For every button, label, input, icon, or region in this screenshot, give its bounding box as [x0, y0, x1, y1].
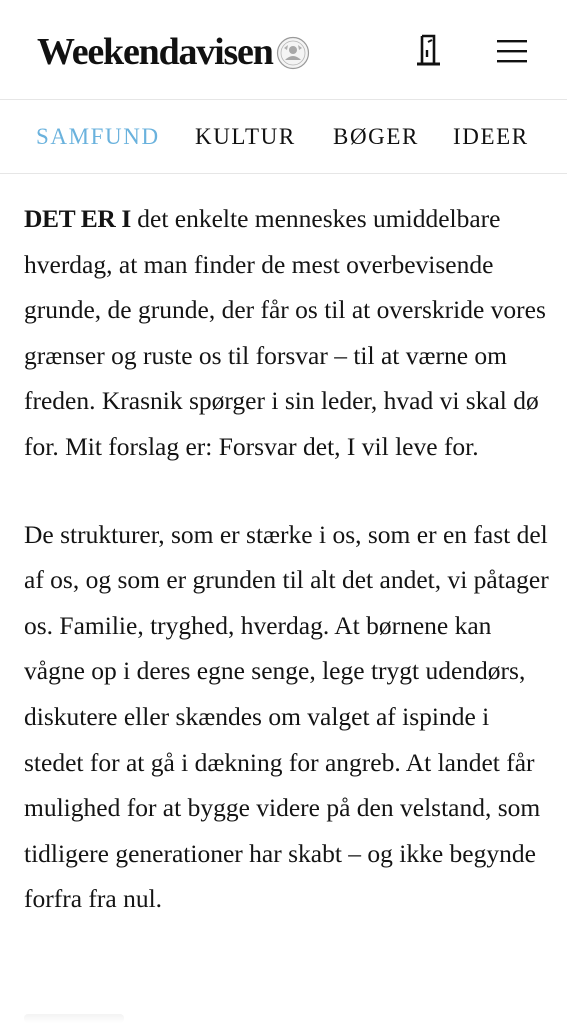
- site-header: [0, 0, 567, 100]
- e-paper-icon: [414, 33, 442, 69]
- logo-wordmark: Weekendavisen: [37, 31, 273, 73]
- article-body: [24, 196, 549, 922]
- article-paragraph: [24, 512, 549, 922]
- tab-ideer[interactable]: IDEER: [453, 124, 529, 149]
- tab-boger[interactable]: BØGER: [333, 124, 419, 149]
- tab-samfund[interactable]: SAMFUND: [36, 124, 160, 149]
- paragraph-text: De strukturer, som er stærke i os, som er en fast del af os, og som er grunden til alt det andet, vi påtager os. Familie, tryghed, hverdag. At børnene kan vågne op i deres egne senge, lege trygt udendørs, diskutere eller skændes om valget af ispinde i stedet for at gå i dækning for angreb. At landet får mulighed for at bygge videre på den velstand, som tidligere generationer har skabt – og ikke begynde forfra fra nul.: [24, 519, 549, 914]
- seal-emblem-icon: [276, 36, 310, 70]
- article-paragraph: [24, 196, 549, 470]
- paragraph-text: det enkelte menneskes umiddelbare hverdag, at man finder de mest overbevisende grunde, de grunde, der får os til at overskride vores grænser og ruste os til forsvar – til at værne om freden. Krasnik spørger i sin leder, hvad vi skal dø for. Mit forslag er: Forsvar det, I vil leve for.: [24, 204, 546, 461]
- paragraph-lead-in: DET ER I: [24, 204, 131, 233]
- tab-kultur[interactable]: KULTUR: [195, 124, 296, 149]
- section-nav: [0, 100, 567, 174]
- menu-button[interactable]: [494, 34, 530, 68]
- site-logo[interactable]: [37, 30, 310, 74]
- content-fade: [24, 1014, 124, 1023]
- e-paper-button[interactable]: [412, 32, 444, 70]
- hamburger-menu-icon: [496, 37, 528, 65]
